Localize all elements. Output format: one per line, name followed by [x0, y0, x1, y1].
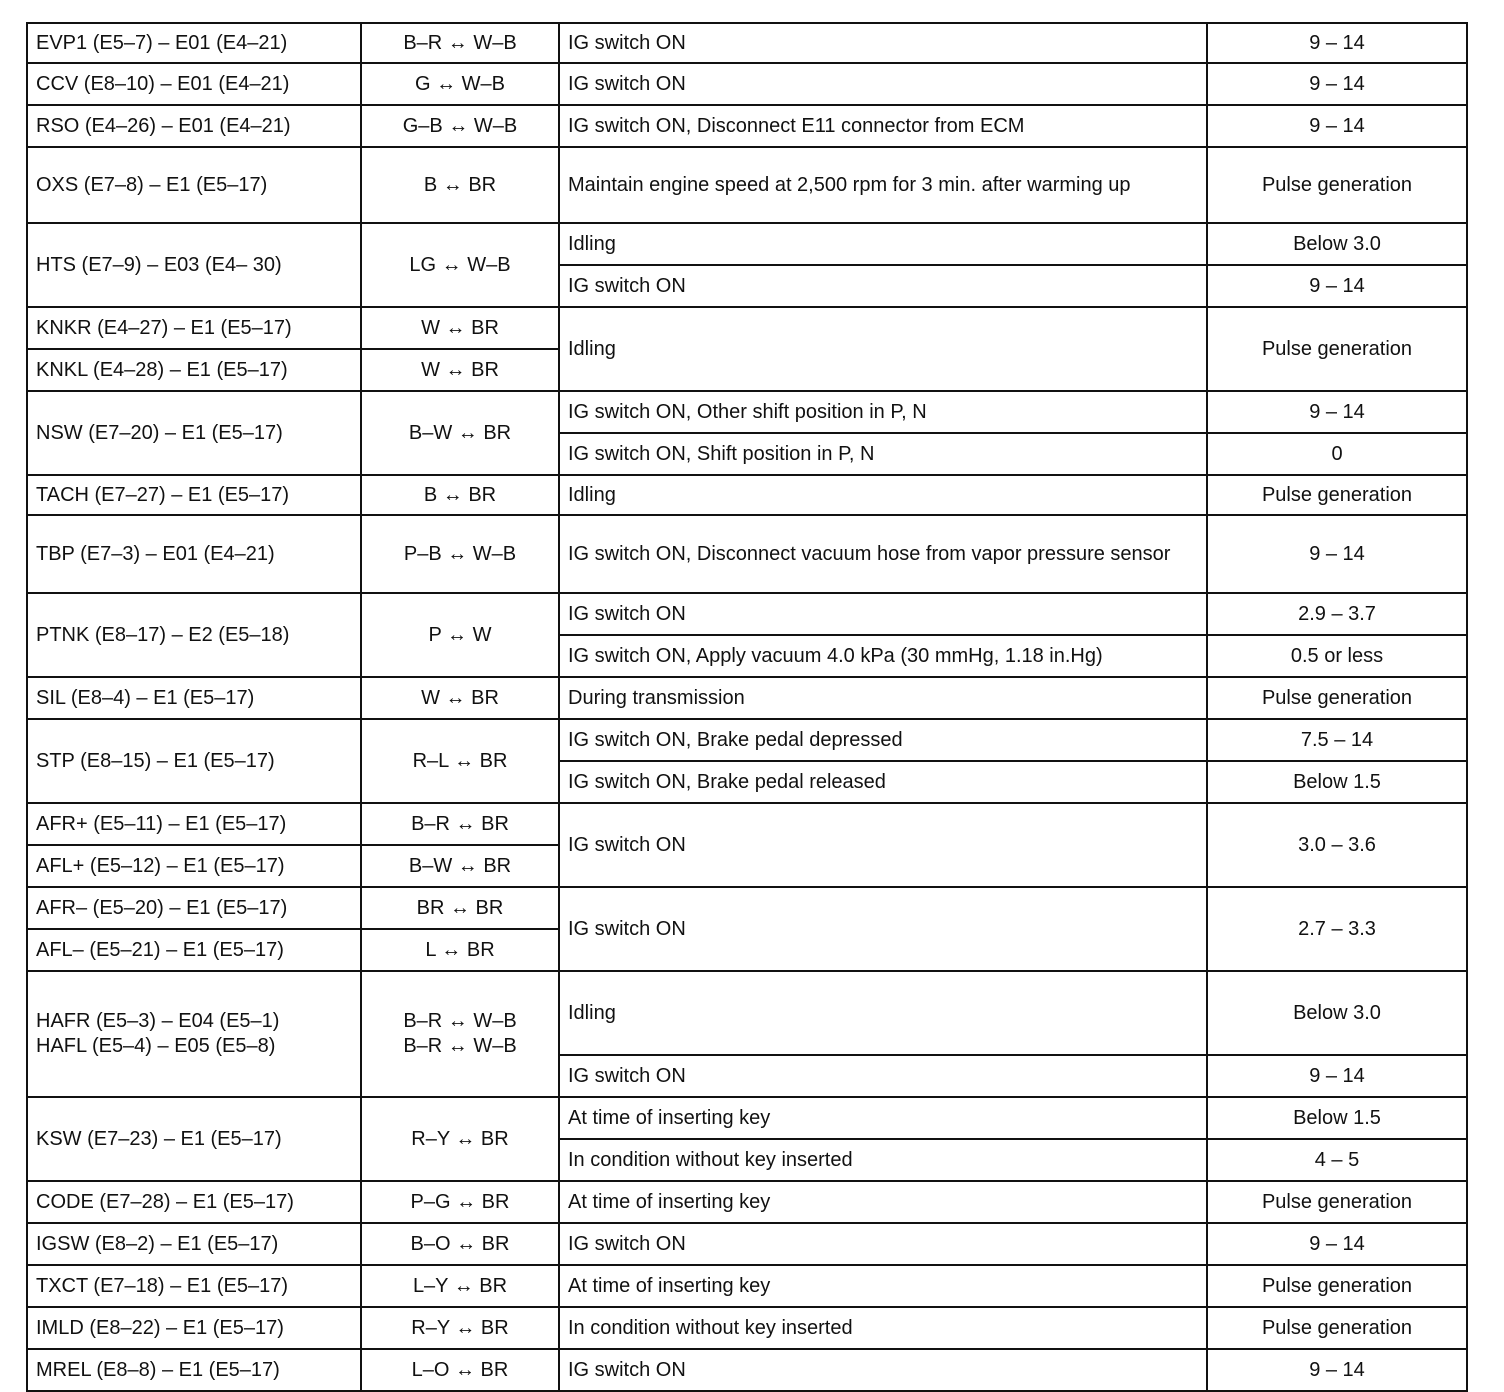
wiring-color-cell: R–Y ↔ BR — [361, 1307, 559, 1349]
specified-condition-cell: Pulse generation — [1207, 1181, 1467, 1223]
condition-cell: IG switch ON — [559, 1055, 1207, 1097]
specified-condition-cell: Below 3.0 — [1207, 971, 1467, 1055]
wiring-line: B–R ↔ W–B — [403, 1035, 517, 1057]
condition-cell: IG switch ON — [559, 23, 1207, 63]
table-row — [27, 971, 1467, 1055]
wiring-line: B–R ↔ W–B — [403, 1010, 517, 1032]
table-body — [27, 23, 1467, 1391]
terminal-cell: OXS (E7–8) – E1 (E5–17) — [27, 147, 361, 223]
terminal-voltage-table — [26, 22, 1468, 1392]
terminal-cell: AFR– (E5–20) – E1 (E5–17) — [27, 887, 361, 929]
specified-condition-cell: 9 – 14 — [1207, 1223, 1467, 1265]
wiring-color-cell: G ↔ W–B — [361, 63, 559, 105]
wiring-color-cell: LG ↔ W–B — [361, 223, 559, 307]
specified-condition-cell: 9 – 14 — [1207, 105, 1467, 147]
terminal-cell: NSW (E7–20) – E1 (E5–17) — [27, 391, 361, 475]
specified-condition-cell: Below 1.5 — [1207, 761, 1467, 803]
wiring-color-cell: L ↔ BR — [361, 929, 559, 971]
wiring-color-cell: W ↔ BR — [361, 349, 559, 391]
terminal-cell: KSW (E7–23) – E1 (E5–17) — [27, 1097, 361, 1181]
wiring-color-cell: P–B ↔ W–B — [361, 515, 559, 593]
wiring-color-cell: B ↔ BR — [361, 147, 559, 223]
terminal-cell: IMLD (E8–22) – E1 (E5–17) — [27, 1307, 361, 1349]
specified-condition-cell: 3.0 – 3.6 — [1207, 803, 1467, 887]
condition-cell: IG switch ON — [559, 887, 1207, 971]
terminal-cell: EVP1 (E5–7) – E01 (E4–21) — [27, 23, 361, 63]
specified-condition-cell: Pulse generation — [1207, 1307, 1467, 1349]
table-row — [27, 1307, 1467, 1349]
table-row — [27, 887, 1467, 929]
specified-condition-cell: Pulse generation — [1207, 475, 1467, 515]
table-row — [27, 63, 1467, 105]
terminal-cell: PTNK (E8–17) – E2 (E5–18) — [27, 593, 361, 677]
condition-cell: Idling — [559, 475, 1207, 515]
condition-cell: IG switch ON, Shift position in P, N — [559, 433, 1207, 475]
condition-cell: IG switch ON, Brake pedal released — [559, 761, 1207, 803]
specified-condition-cell: 9 – 14 — [1207, 1349, 1467, 1391]
specified-condition-cell: Below 3.0 — [1207, 223, 1467, 265]
condition-cell: IG switch ON — [559, 593, 1207, 635]
terminal-line: HAFL (E5–4) – E05 (E5–8) — [36, 1035, 276, 1057]
condition-cell: IG switch ON — [559, 1223, 1207, 1265]
specified-condition-cell: 0.5 or less — [1207, 635, 1467, 677]
condition-cell: Idling — [559, 223, 1207, 265]
terminal-cell: HTS (E7–9) – E03 (E4– 30) — [27, 223, 361, 307]
wiring-color-cell: W ↔ BR — [361, 307, 559, 349]
wiring-color-cell: B ↔ BR — [361, 475, 559, 515]
wiring-color-cell: R–Y ↔ BR — [361, 1097, 559, 1181]
wiring-color-cell: B–W ↔ BR — [361, 845, 559, 887]
terminal-cell: KNKR (E4–27) – E1 (E5–17) — [27, 307, 361, 349]
condition-cell: IG switch ON — [559, 63, 1207, 105]
specified-condition-cell: 9 – 14 — [1207, 265, 1467, 307]
condition-cell: At time of inserting key — [559, 1097, 1207, 1139]
specified-condition-cell: Pulse generation — [1207, 147, 1467, 223]
specified-condition-cell: 0 — [1207, 433, 1467, 475]
condition-cell: IG switch ON, Brake pedal depressed — [559, 719, 1207, 761]
table-row — [27, 105, 1467, 147]
condition-cell: IG switch ON, Disconnect E11 connector from ECM — [559, 105, 1207, 147]
condition-cell: Idling — [559, 971, 1207, 1055]
condition-cell: In condition without key inserted — [559, 1139, 1207, 1181]
wiring-color-cell: B–O ↔ BR — [361, 1223, 559, 1265]
terminal-cell: RSO (E4–26) – E01 (E4–21) — [27, 105, 361, 147]
table-row — [27, 147, 1467, 223]
table-row — [27, 223, 1467, 265]
table-row — [27, 677, 1467, 719]
wiring-color-cell: R–L ↔ BR — [361, 719, 559, 803]
specified-condition-cell: 7.5 – 14 — [1207, 719, 1467, 761]
terminal-cell: SIL (E8–4) – E1 (E5–17) — [27, 677, 361, 719]
table-row — [27, 1181, 1467, 1223]
terminal-cell: TBP (E7–3) – E01 (E4–21) — [27, 515, 361, 593]
specified-condition-cell: Pulse generation — [1207, 1265, 1467, 1307]
terminal-cell — [27, 971, 361, 1097]
terminal-cell: MREL (E8–8) – E1 (E5–17) — [27, 1349, 361, 1391]
specified-condition-cell: 4 – 5 — [1207, 1139, 1467, 1181]
wiring-color-cell: B–R ↔ BR — [361, 803, 559, 845]
specified-condition-cell: 2.7 – 3.3 — [1207, 887, 1467, 971]
wiring-color-cell: B–W ↔ BR — [361, 391, 559, 475]
condition-cell: At time of inserting key — [559, 1265, 1207, 1307]
terminal-cell: AFL– (E5–21) – E1 (E5–17) — [27, 929, 361, 971]
condition-cell: IG switch ON, Apply vacuum 4.0 kPa (30 mmHg, 1.18 in.Hg) — [559, 635, 1207, 677]
condition-cell: IG switch ON, Disconnect vacuum hose from vapor pressure sensor — [559, 515, 1207, 593]
table-row — [27, 1265, 1467, 1307]
wiring-color-cell: B–R ↔ W–B — [361, 23, 559, 63]
wiring-color-cell: G–B ↔ W–B — [361, 105, 559, 147]
specified-condition-cell: 9 – 14 — [1207, 1055, 1467, 1097]
specified-condition-cell: 9 – 14 — [1207, 515, 1467, 593]
table-row — [27, 803, 1467, 845]
table-row — [27, 23, 1467, 63]
table-row — [27, 1223, 1467, 1265]
table-row — [27, 1097, 1467, 1139]
specified-condition-cell: 9 – 14 — [1207, 23, 1467, 63]
wiring-color-cell — [361, 971, 559, 1097]
terminal-cell: AFL+ (E5–12) – E1 (E5–17) — [27, 845, 361, 887]
table-row — [27, 307, 1467, 349]
table-row — [27, 1349, 1467, 1391]
wiring-color-cell: L–O ↔ BR — [361, 1349, 559, 1391]
terminal-line: HAFR (E5–3) – E04 (E5–1) — [36, 1010, 280, 1032]
specified-condition-cell: Below 1.5 — [1207, 1097, 1467, 1139]
condition-cell: Idling — [559, 307, 1207, 391]
table-row — [27, 515, 1467, 593]
specified-condition-cell: 9 – 14 — [1207, 63, 1467, 105]
table-row — [27, 593, 1467, 635]
table-row — [27, 391, 1467, 433]
condition-cell: IG switch ON, Other shift position in P, N — [559, 391, 1207, 433]
wiring-color-cell: P–G ↔ BR — [361, 1181, 559, 1223]
condition-cell: IG switch ON — [559, 265, 1207, 307]
table-row — [27, 719, 1467, 761]
condition-cell: Maintain engine speed at 2,500 rpm for 3 min. after warming up — [559, 147, 1207, 223]
terminal-cell: STP (E8–15) – E1 (E5–17) — [27, 719, 361, 803]
specified-condition-cell: Pulse generation — [1207, 677, 1467, 719]
condition-cell: At time of inserting key — [559, 1181, 1207, 1223]
terminal-cell: CODE (E7–28) – E1 (E5–17) — [27, 1181, 361, 1223]
terminal-cell: KNKL (E4–28) – E1 (E5–17) — [27, 349, 361, 391]
wiring-color-cell: L–Y ↔ BR — [361, 1265, 559, 1307]
condition-cell: IG switch ON — [559, 803, 1207, 887]
condition-cell: In condition without key inserted — [559, 1307, 1207, 1349]
specified-condition-cell: Pulse generation — [1207, 307, 1467, 391]
table-row — [27, 475, 1467, 515]
terminal-cell: TXCT (E7–18) – E1 (E5–17) — [27, 1265, 361, 1307]
wiring-color-cell: P ↔ W — [361, 593, 559, 677]
terminal-cell: AFR+ (E5–11) – E1 (E5–17) — [27, 803, 361, 845]
terminal-cell: IGSW (E8–2) – E1 (E5–17) — [27, 1223, 361, 1265]
terminal-cell: CCV (E8–10) – E01 (E4–21) — [27, 63, 361, 105]
specified-condition-cell: 9 – 14 — [1207, 391, 1467, 433]
condition-cell: During transmission — [559, 677, 1207, 719]
wiring-color-cell: BR ↔ BR — [361, 887, 559, 929]
terminal-cell: TACH (E7–27) – E1 (E5–17) — [27, 475, 361, 515]
specified-condition-cell: 2.9 – 3.7 — [1207, 593, 1467, 635]
wiring-color-cell: W ↔ BR — [361, 677, 559, 719]
condition-cell: IG switch ON — [559, 1349, 1207, 1391]
